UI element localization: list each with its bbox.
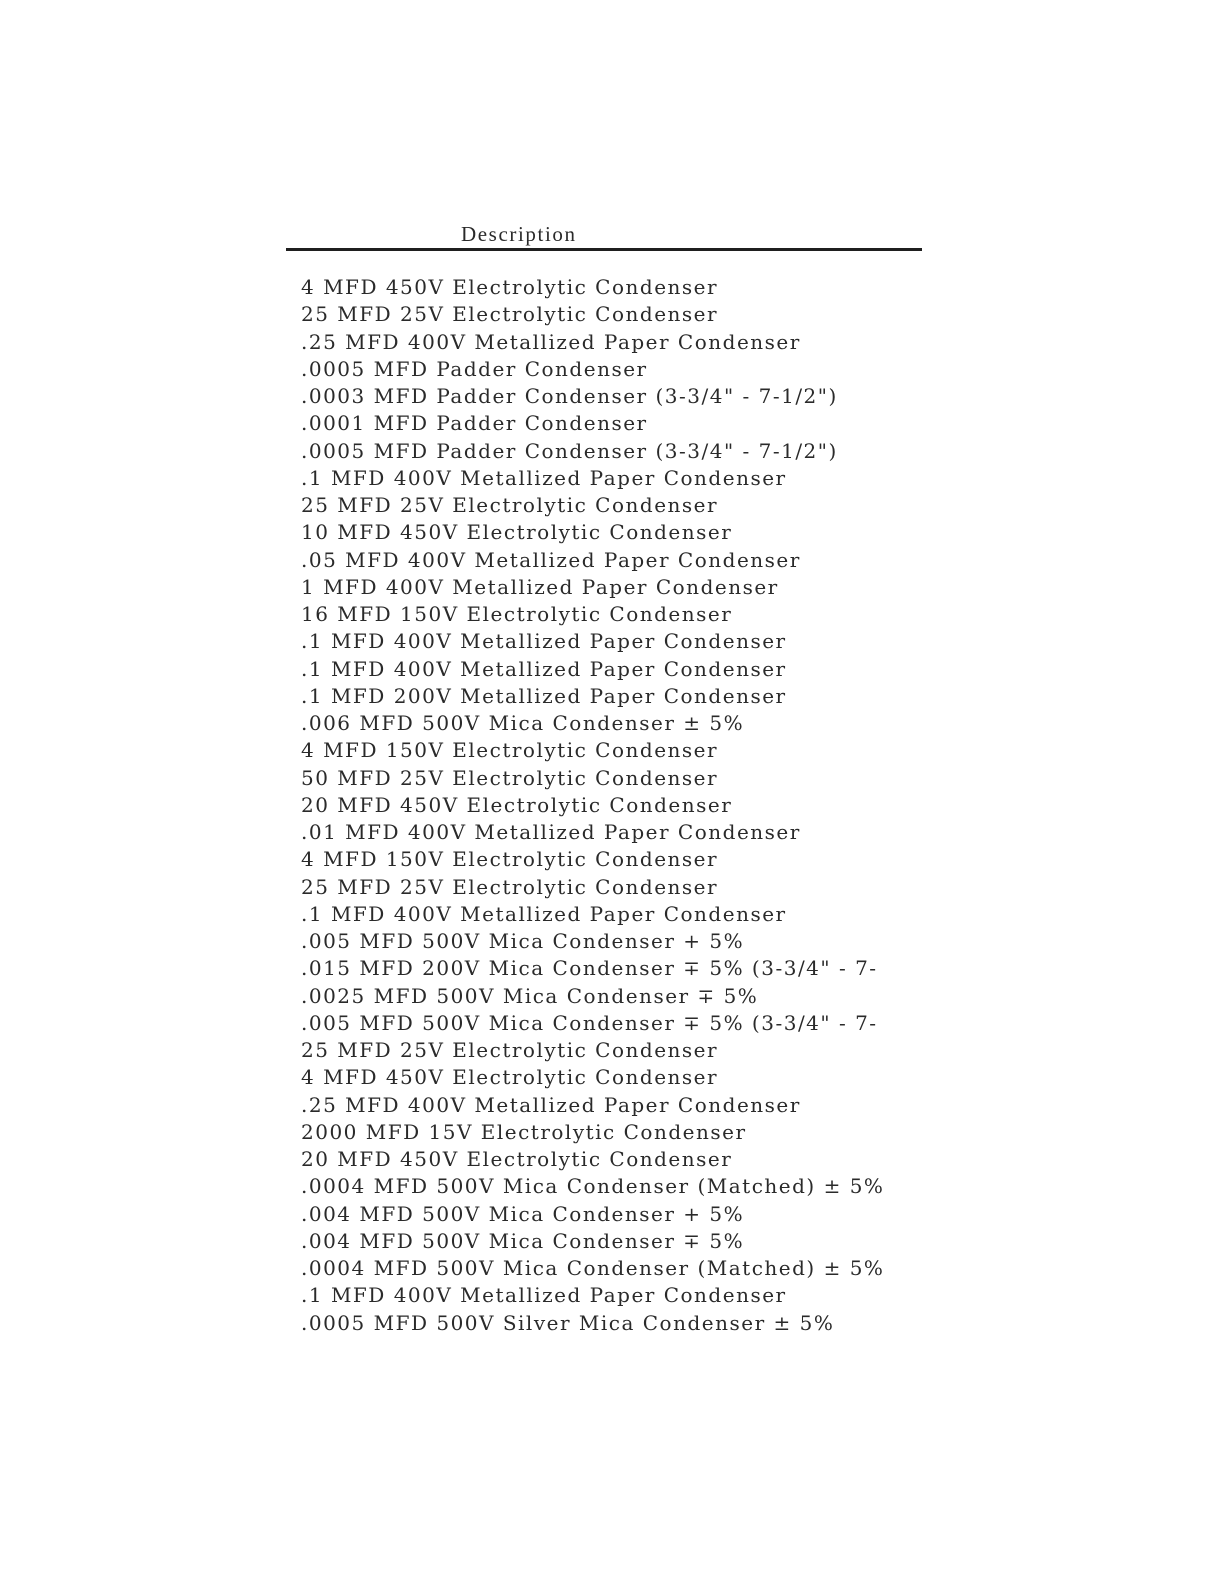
list-item: 10 MFD 450V Electrolytic Condenser: [301, 520, 733, 545]
list-item: .0003 MFD Padder Condenser (3-3/4" - 7-1/2"): [301, 384, 838, 408]
list-item: .1 MFD 200V Metallized Paper Condenser: [301, 683, 787, 708]
column-header: [286, 222, 922, 252]
list-item: .0004 MFD 500V Mica Condenser (Matched) ± 5%: [301, 1256, 885, 1280]
list-item: 25 MFD 25V Electrolytic Condenser: [301, 1038, 719, 1062]
list-item: 50 MFD 25V Electrolytic Condenser: [301, 765, 719, 790]
list-item: 2000 MFD 15V Electrolytic Condenser: [301, 1119, 747, 1144]
list-item: .25 MFD 400V Metallized Paper Condenser: [301, 329, 801, 354]
list-item: 16 MFD 150V Electrolytic Condenser: [301, 602, 733, 626]
list-item: .0005 MFD Padder Condenser: [301, 356, 648, 381]
list-item: .0005 MFD 500V Silver Mica Condenser ± 5%: [301, 1310, 835, 1335]
list-item: .0005 MFD Padder Condenser (3-3/4" - 7-1/2"): [301, 438, 838, 463]
list-item: 25 MFD 25V Electrolytic Condenser: [301, 302, 719, 327]
header-rule: [286, 248, 922, 251]
list-item: .005 MFD 500V Mica Condenser ∓ 5% (3-3/4" - 7-: [301, 1010, 878, 1035]
list-item: .05 MFD 400V Metallized Paper Condenser: [301, 547, 801, 572]
list-item: .0004 MFD 500V Mica Condenser (Matched) ± 5%: [301, 1174, 885, 1199]
list-item: .1 MFD 400V Metallized Paper Condenser: [301, 629, 787, 654]
list-item: 4 MFD 150V Electrolytic Condenser: [301, 738, 719, 763]
list-item: .01 MFD 400V Metallized Paper Condenser: [301, 820, 801, 844]
list-item: 4 MFD 450V Electrolytic Condenser: [301, 1065, 719, 1090]
list-item: .006 MFD 500V Mica Condenser ± 5%: [301, 711, 745, 735]
list-item: 4 MFD 150V Electrolytic Condenser: [301, 847, 719, 872]
list-item: 1 MFD 400V Metallized Paper Condenser: [301, 574, 779, 599]
list-item: .25 MFD 400V Metallized Paper Condenser: [301, 1092, 801, 1117]
list-item: .004 MFD 500V Mica Condenser ∓ 5%: [301, 1228, 745, 1253]
list-item: 25 MFD 25V Electrolytic Condenser: [301, 493, 719, 517]
list-item: 4 MFD 450V Electrolytic Condenser: [301, 275, 719, 299]
list-item: .0001 MFD Padder Condenser: [301, 411, 648, 436]
column-title: Description: [461, 222, 577, 246]
list-item: .005 MFD 500V Mica Condenser + 5%: [301, 929, 745, 953]
list-item: .0025 MFD 500V Mica Condenser ∓ 5%: [301, 983, 759, 1008]
list-item: .1 MFD 400V Metallized Paper Condenser: [301, 901, 787, 926]
list-item: 20 MFD 450V Electrolytic Condenser: [301, 792, 733, 817]
list-item: .015 MFD 200V Mica Condenser ∓ 5% (3-3/4" - 7-: [301, 956, 878, 981]
parts-description-list: [301, 274, 921, 1337]
list-item: .1 MFD 400V Metallized Paper Condenser: [301, 656, 787, 681]
list-item: .1 MFD 400V Metallized Paper Condenser: [301, 465, 787, 490]
list-item: 20 MFD 450V Electrolytic Condenser: [301, 1147, 733, 1171]
list-item: 25 MFD 25V Electrolytic Condenser: [301, 874, 719, 899]
list-item: .1 MFD 400V Metallized Paper Condenser: [301, 1283, 787, 1308]
list-item: .004 MFD 500V Mica Condenser + 5%: [301, 1201, 745, 1226]
